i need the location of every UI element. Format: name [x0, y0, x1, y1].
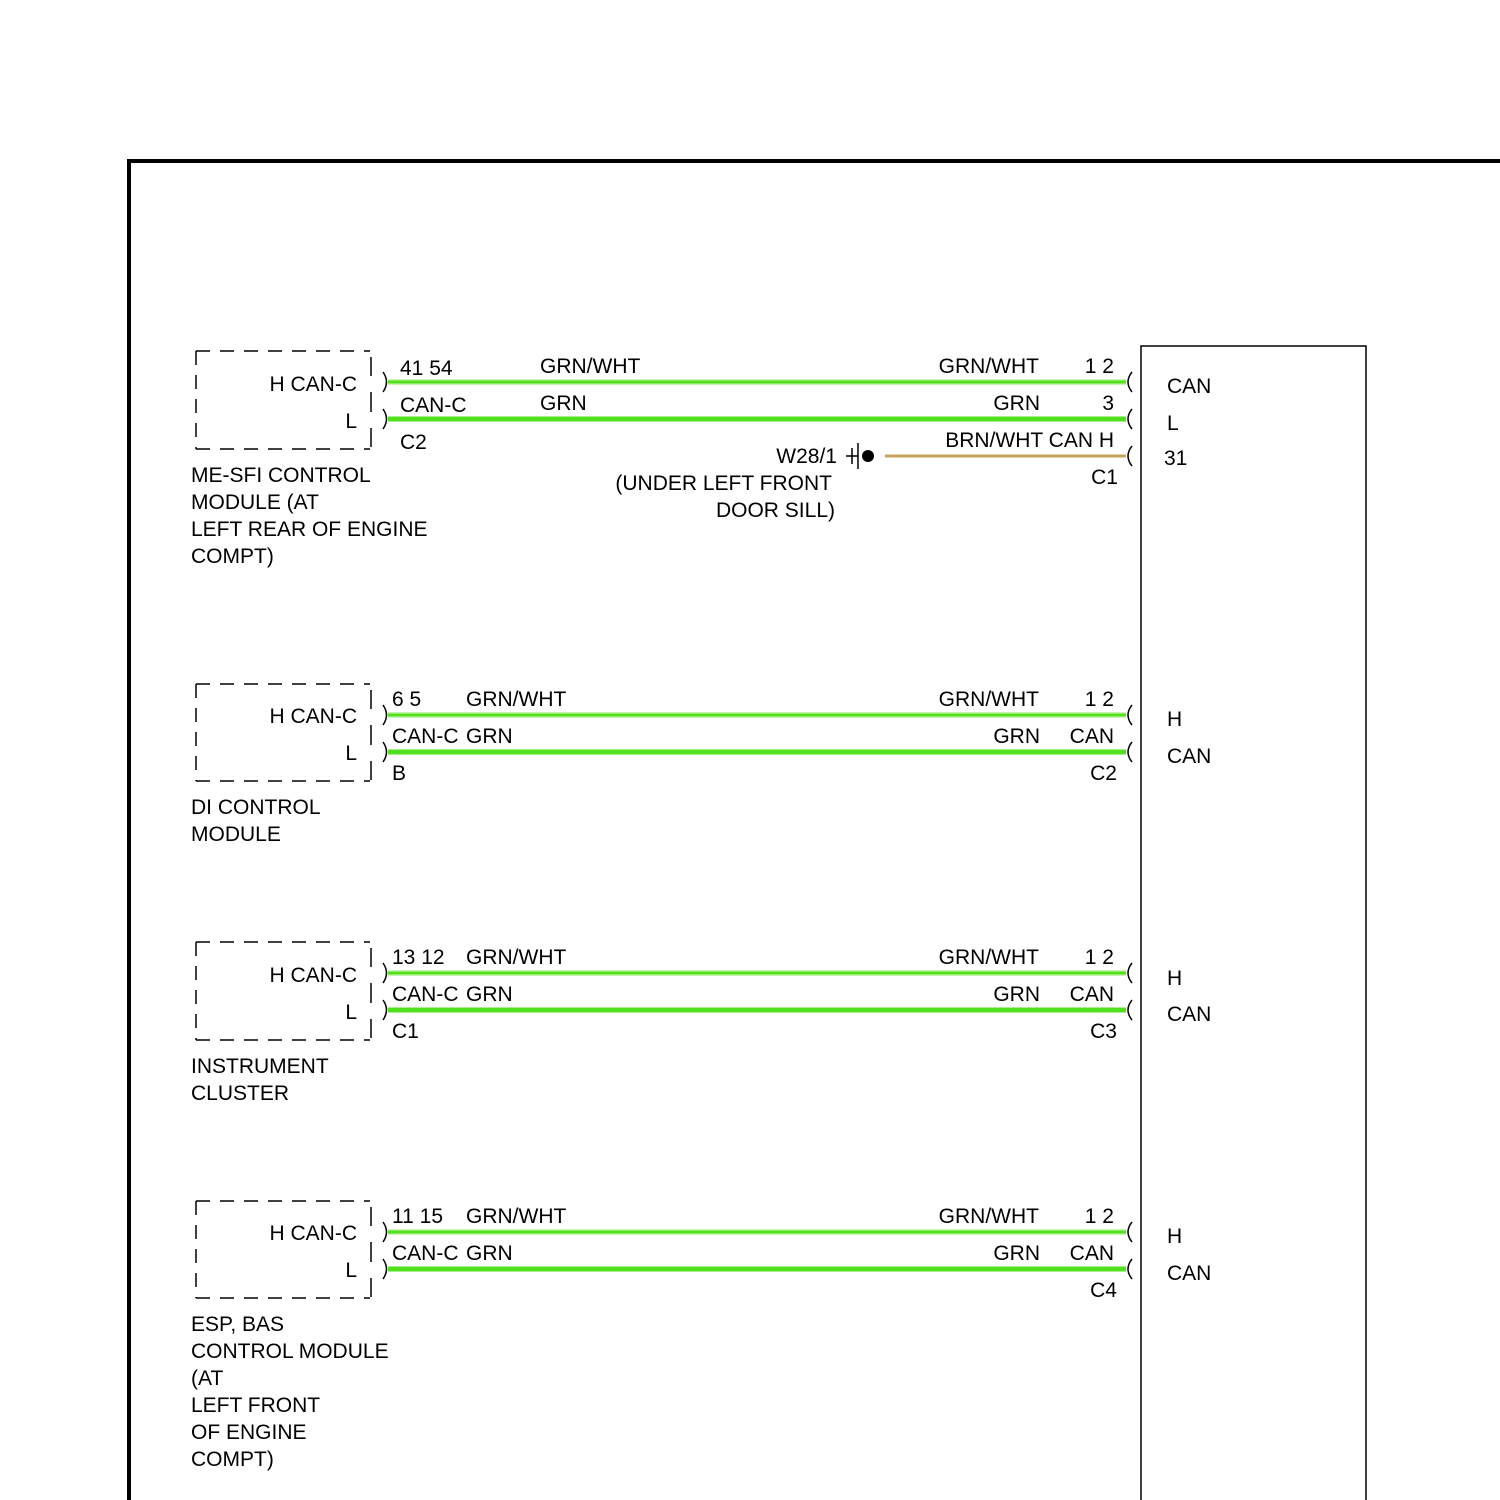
- connector-bracket: [371, 690, 387, 780]
- module-name: ESP, BAS: [191, 1313, 285, 1336]
- module-di: [191, 684, 459, 846]
- gateway-connector-id: C1: [1091, 466, 1118, 489]
- module-connector-id: C1: [392, 1020, 419, 1043]
- wire-color-label: GRN/WHT: [938, 355, 1039, 378]
- wire-color-label: GRN: [993, 1242, 1040, 1265]
- wire-set-2: [388, 946, 1211, 1043]
- wire-color-label: GRN/WHT: [938, 1205, 1039, 1228]
- wire-color-label: GRN: [466, 725, 513, 748]
- module-esp-bas: [191, 1201, 459, 1471]
- module-name: OF ENGINE: [191, 1421, 307, 1444]
- module-name: INSTRUMENT: [191, 1055, 329, 1078]
- module-name: LEFT FRONT: [191, 1394, 321, 1417]
- gateway-pin-bottom: CAN: [1069, 725, 1114, 748]
- module-can-c-label: CAN-C: [392, 983, 459, 1006]
- module-name: DI CONTROL: [191, 796, 321, 819]
- gateway-pins: 1 2: [1084, 355, 1114, 378]
- gateway-label: CAN: [1167, 745, 1212, 768]
- wire-color-label: GRN: [993, 983, 1040, 1006]
- gateway-label: CAN: [1167, 375, 1212, 398]
- module-dashed-box: [196, 942, 370, 1040]
- wire-color-label: GRN/WHT: [938, 688, 1039, 711]
- wire-color-label: GRN: [993, 392, 1040, 415]
- wire-color-label: GRN/WHT: [466, 946, 567, 969]
- module-pins: 11 15: [392, 1205, 443, 1228]
- gateway-pin-bottom: 3: [1102, 392, 1114, 415]
- wire-color-label: GRN/WHT: [938, 946, 1039, 969]
- module-connector-id: C2: [400, 431, 427, 454]
- module-h-label: H CAN-C: [269, 1222, 357, 1245]
- wire-color-label: GRN/WHT: [466, 688, 567, 711]
- gateway-label: H: [1167, 1225, 1183, 1248]
- ground-location: DOOR SILL): [715, 499, 835, 522]
- wire-color-label: GRN: [540, 392, 587, 415]
- module-l-label: L: [345, 1259, 357, 1282]
- connector-bracket: [371, 1207, 387, 1297]
- gateway-label: H: [1167, 708, 1183, 731]
- wire-set-1: [388, 688, 1211, 785]
- wire-color-label: GRN: [466, 983, 513, 1006]
- gateway-pin-bottom: CAN: [1069, 1242, 1114, 1265]
- module-name: COMPT): [191, 1448, 274, 1471]
- connector-bracket: [371, 357, 387, 447]
- module-name: LEFT REAR OF ENGINE: [191, 518, 428, 541]
- wire-color-label: GRN: [993, 725, 1040, 748]
- module-h-label: H CAN-C: [269, 964, 357, 987]
- module-dashed-box: [196, 1201, 370, 1298]
- module-name: CLUSTER: [191, 1082, 290, 1105]
- module-can-c-label: CAN-C: [392, 1242, 459, 1265]
- ground-splice: [615, 429, 1126, 522]
- gateway-connector-bracket: [1128, 963, 1132, 1020]
- module-can-c-label: CAN-C: [392, 725, 459, 748]
- gateway-pins: 1 2: [1084, 946, 1114, 969]
- wire-set-3: [388, 1205, 1211, 1302]
- gateway-connector-id: C3: [1090, 1020, 1117, 1043]
- wire-color-label: GRN: [466, 1242, 513, 1265]
- gateway-pins: 1 2: [1084, 1205, 1114, 1228]
- ground-id: W28/1: [776, 445, 837, 468]
- gateway-label: CAN: [1167, 1003, 1212, 1026]
- gateway-connector-id: C2: [1090, 762, 1117, 785]
- module-h-label: H CAN-C: [269, 373, 357, 396]
- module-pins: 41 54: [400, 357, 453, 380]
- module-name: MODULE (AT: [191, 491, 319, 514]
- module-dashed-box: [196, 684, 370, 781]
- module-pins: 13 12: [392, 946, 445, 969]
- module-pins: 6 5: [392, 688, 422, 711]
- module-name: COMPT): [191, 545, 274, 568]
- gateway-label: 31: [1164, 447, 1188, 470]
- gateway-label: L: [1167, 412, 1179, 435]
- gateway-pins: 1 2: [1084, 688, 1114, 711]
- wire-set-0: [388, 355, 1211, 489]
- module-name: CONTROL MODULE: [191, 1340, 389, 1363]
- gateway-connector-bracket: [1128, 705, 1132, 762]
- module-l-label: L: [345, 410, 357, 433]
- ground-location: (UNDER LEFT FRONT: [615, 472, 832, 495]
- gateway-module-box: [1141, 346, 1366, 1500]
- connector-bracket: [371, 948, 387, 1038]
- module-dashed-box: [196, 351, 370, 449]
- ground-wire-label: BRN/WHT CAN H: [945, 429, 1114, 452]
- module-name: ME-SFI CONTROL: [191, 464, 371, 487]
- module-connector-id: B: [392, 762, 407, 785]
- gateway-pin-bottom: CAN: [1069, 983, 1114, 1006]
- module-h-label: H CAN-C: [269, 705, 357, 728]
- gateway-label: H: [1167, 967, 1183, 990]
- module-can-c-label: CAN-C: [400, 394, 467, 417]
- gateway-connector-id: C4: [1090, 1279, 1117, 1302]
- gateway-connector-bracket: [1128, 372, 1132, 466]
- wire-color-label: GRN/WHT: [540, 355, 641, 378]
- module-name: (AT: [191, 1367, 224, 1390]
- module-instrument-cluster: [191, 942, 459, 1105]
- wire-color-label: GRN/WHT: [466, 1205, 567, 1228]
- module-l-label: L: [345, 742, 357, 765]
- page-frame: [129, 161, 1500, 1500]
- module-name: MODULE: [191, 823, 281, 846]
- ground-point-icon: [862, 450, 874, 462]
- module-l-label: L: [345, 1001, 357, 1024]
- gateway-label: CAN: [1167, 1262, 1212, 1285]
- gateway-connector-bracket: [1128, 1222, 1132, 1279]
